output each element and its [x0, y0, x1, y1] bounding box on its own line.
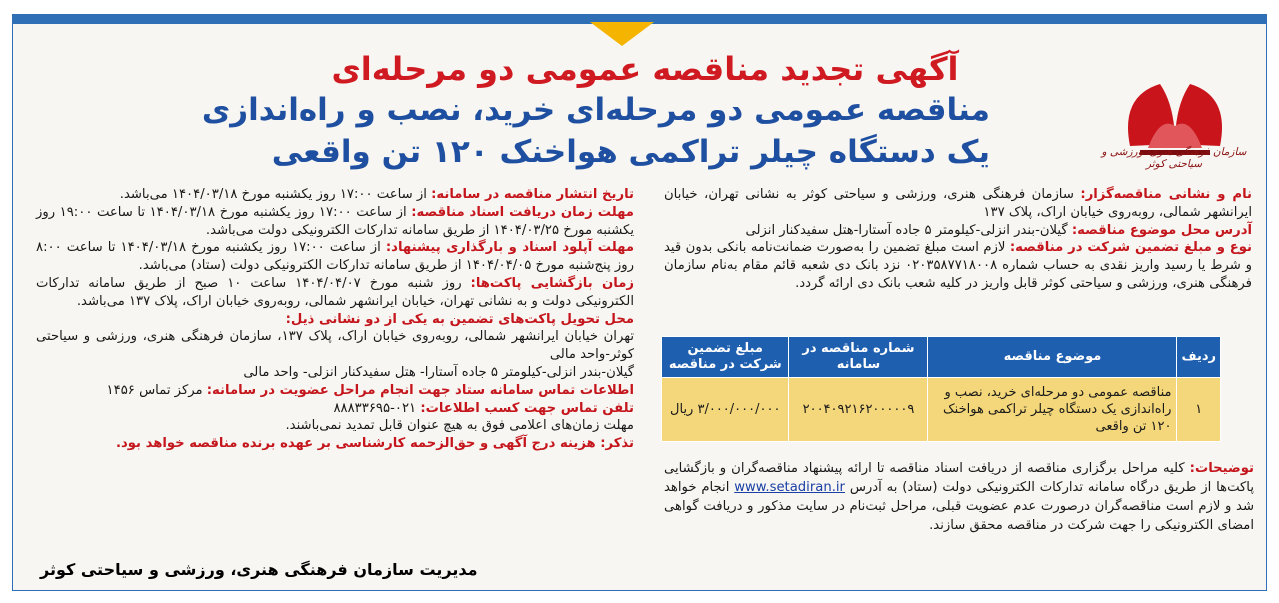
field-text: گیلان-بندر انزلی-کیلومتر ۵ جاده آستارا- هتل سفیدکنار انزلی- واحد مالی: [243, 364, 634, 380]
paragraph: [36, 417, 634, 435]
tender-table: [661, 336, 1221, 442]
paragraph: [36, 275, 634, 311]
column-header-row-number: ردیف: [1177, 337, 1221, 378]
field-label: زمان بازگشایی پاکت‌ها:: [470, 275, 634, 291]
field-label: مهلت زمان دریافت اسناد مناقصه:: [411, 204, 634, 220]
field-text: از ساعت ۱۷:۰۰ روز یکشنبه مورخ ۱۴۰۴/۰۳/۱۸ می‌باشد.: [119, 187, 432, 202]
field-text: روز شنبه مورخ ۱۴۰۴/۰۴/۰۷ ساعت ۱۰ صبح از طریق سامانه تدارکات الکترونیکی دولت و به نشانی تهران، خیابان ایرانشهر شمالی، روبه‌روی خیابان اراک، پلاک ۱۳۷ می‌باشد.: [36, 275, 634, 309]
field-text: از ساعت ۱۷:۰۰ روز یکشنبه مورخ ۱۴۰۴/۰۳/۱۸ تا ساعت ۱۹:۰۰ روز یکشنبه مورخ ۱۴۰۴/۰۳/۲۵ از طریق سامانه تدارکات الکترونیکی دولت می‌باشد.: [36, 204, 634, 238]
field-text: گیلان-بندر انزلی-کیلومتر ۵ جاده آستارا-هتل سفیدکنار انزلی: [745, 222, 1072, 238]
paragraph: [36, 239, 634, 275]
field-label: نوع و مبلغ تضمین شرکت در مناقصه:: [1009, 240, 1252, 256]
field-text: مرکز تماس ۱۴۵۶: [106, 382, 207, 398]
notice-subtitle-2: یک دستگاه چیلر تراکمی هواخنک ۱۲۰ تن واقعی: [271, 134, 990, 170]
paragraph: [664, 186, 1252, 222]
field-label: تاریخ انتشار مناقصه در سامانه:: [431, 187, 634, 202]
field-label: مهلت آپلود اسناد و بارگذاری پیشنهاد:: [385, 240, 634, 256]
paragraph: [36, 311, 634, 329]
paragraph: [36, 382, 634, 400]
org-signature-text: سازمان فرهنگی هنری، ورزشی و سیاحتی کوثر: [1101, 146, 1247, 170]
right-column: [664, 186, 1252, 293]
notice-subtitle-1: مناقصه عمومی دو مرحله‌ای خرید، نصب و راه‌اندازی: [201, 92, 990, 128]
field-text: ۰۲۱-۸۸۸۳۳۶۹۵: [333, 400, 421, 416]
paragraph: [664, 239, 1252, 292]
footer-signature: مدیریت سازمان فرهنگی هنری، ورزشی و سیاحتی کوثر: [40, 560, 478, 579]
paragraph: [36, 364, 634, 382]
field-label: محل تحویل پاکت‌های تضمین به یکی از دو نشانی ذیل:: [285, 311, 634, 327]
field-label: آدرس محل موضوع مناقصه:: [1071, 222, 1252, 238]
field-label: اطلاعات تماس سامانه ستاد جهت انجام مراحل عضویت در سامانه:: [206, 382, 634, 398]
notes-text: کلیه مراحل برگزاری مناقصه از دریافت اسناد مناقصه تا ارائه پیشنهاد مناقصه‌گران و بازگشایی پاکت‌ها از طریق درگاه سامانه تدارکات الکترونیکی دولت (ستاد) به آدرس: [664, 461, 1254, 495]
field-text: سازمان فرهنگی هنری، ورزشی و سیاحتی کوثر به نشانی تهران، خیابان ایرانشهر شمالی، روبه‌روی خیابان اراک، پلاک ۱۳۷: [664, 187, 1252, 220]
notice-main-title: آگهی تجدید مناقصه عمومی دو مرحله‌ای: [331, 50, 959, 88]
paragraph: [36, 400, 634, 418]
notes-text-after: انجام خواهد شد و لازم است مناقصه‌گران درصورت عدم عضویت قبلی، مراحل ثبت‌نام در سایت مذکور و دریافت گواهی امضای الکترونیکی را جهت شرکت در مناقصه محقق سازند.: [664, 480, 1254, 533]
cell-subject: مناقصه عمومی دو مرحله‌ای خرید، نصب و راه‌اندازی یک دستگاه چیلر تراکمی هواخنک ۱۲۰ تن واقعی: [928, 378, 1177, 442]
field-text: از ساعت ۱۷:۰۰ روز یکشنبه مورخ ۱۴۰۴/۰۳/۱۸ تا ساعت ۸:۰۰ روز پنج‌شنبه مورخ ۱۴۰۴/۰۴/۰۵ از طریق سامانه تدارکات الکترونیکی دولت (ستاد) می‌باشد.: [36, 240, 634, 274]
table-header-row: [662, 337, 1221, 378]
field-label: نام و نشانی مناقصه‌گزار:: [1080, 187, 1252, 202]
top-triangle-decoration: [590, 22, 654, 46]
field-text: تهران خیابان ایرانشهر شمالی، روبه‌روی خیابان اراک، پلاک ۱۳۷، سازمان فرهنگی هنری، ورزشی و سیاحتی کوثر-واحد مالی: [36, 329, 634, 363]
field-label: تلفن تماس جهت کسب اطلاعات:: [420, 400, 634, 416]
cell-tender-number: ۲۰۰۴۰۹۲۱۶۲۰۰۰۰۰۹: [789, 378, 928, 442]
organization-signature: [1094, 146, 1254, 170]
left-column: [36, 186, 634, 453]
table-row: [662, 378, 1221, 442]
notes-label: توضیحات:: [1189, 461, 1254, 476]
field-text: لازم است مبلغ تضمین را به‌صورت ضمانت‌نامه بانکی بدون قید و شرط یا رسید واریز نقدی به حساب شماره ۰۲۰۳۵۸۷۷۱۸۰۰۸ نزد بانک دی شعبه قائم مقام به‌نام سازمان فرهنگی هنری، ورزشی و سیاحتی کوثر قابل واریز در کلیه شعب بانک دی ارائه گردد.: [664, 240, 1253, 291]
notes-paragraph: [664, 459, 1254, 535]
setad-link[interactable]: www.setadiran.ir: [734, 480, 845, 495]
cell-guarantee: ۳/۰۰۰/۰۰۰/۰۰۰ ریال: [662, 378, 789, 442]
paragraph: [36, 435, 634, 453]
paragraph: [36, 328, 634, 364]
paragraph: [36, 186, 634, 204]
field-text: مهلت زمان‌های اعلامی فوق به هیچ عنوان قابل تمدید نمی‌باشند.: [285, 418, 634, 434]
column-header-subject: موضوع مناقصه: [928, 337, 1177, 378]
paragraph: [664, 222, 1252, 240]
paragraph: [36, 204, 634, 240]
column-header-guarantee: مبلغ تضمین شرکت در مناقصه: [662, 337, 789, 378]
cell-row-number: ۱: [1177, 378, 1221, 442]
field-label: تذکر: هزینه درج آگهی و حق‌الزحمه کارشناسی بر عهده برنده مناقصه خواهد بود.: [116, 436, 634, 452]
column-header-tender-number: شماره مناقصه در سامانه: [789, 337, 928, 378]
